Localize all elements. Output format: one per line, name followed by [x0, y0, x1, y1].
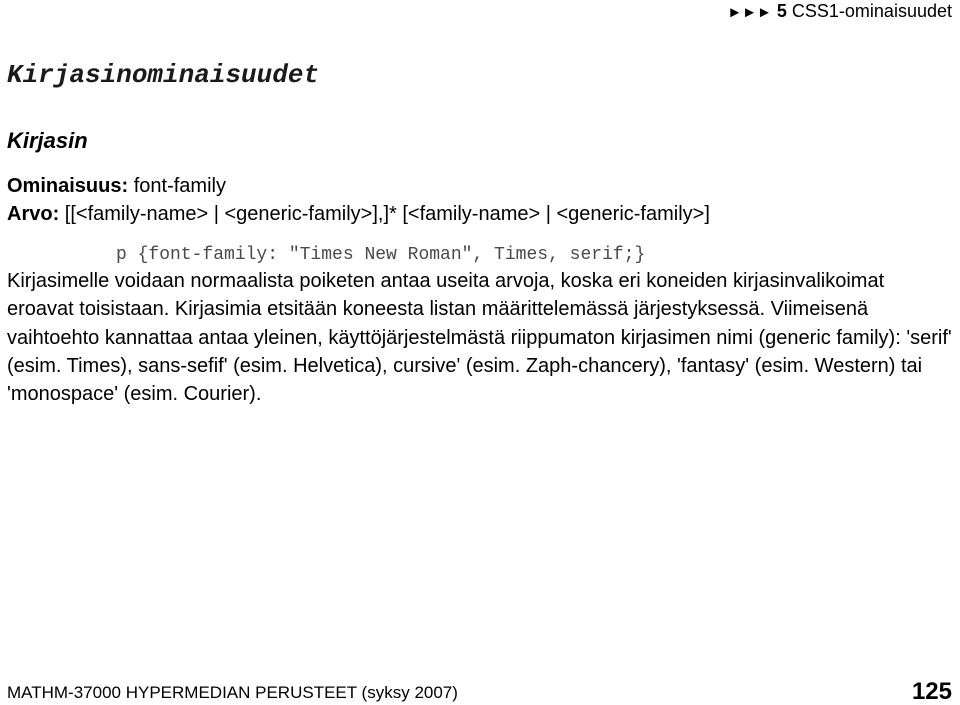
code-example: p {font-family: "Times New Roman", Times, serif;} — [116, 245, 646, 265]
property-value-label: Arvo: — [7, 203, 60, 225]
page-number: 125 — [911, 678, 952, 705]
property-value-line — [7, 201, 710, 227]
property-name-label: Ominaisuus: — [7, 175, 129, 197]
subsection-title: Kirjasin — [7, 128, 88, 153]
chapter-number: 5 — [776, 1, 787, 21]
chapter-header — [727, 0, 952, 24]
triple-arrow-icon: ►►► — [727, 4, 772, 21]
footer-course: MATHM-37000 HYPERMEDIAN PERUSTEET (syksy 2007) — [7, 683, 458, 702]
property-value-syntax: [[<family-name> | <generic-family>],]* [<family-name> | <generic-family>] — [64, 203, 710, 225]
section-title: Kirjasinominaisuudet — [7, 60, 320, 90]
chapter-title: CSS1-ominaisuudet — [791, 1, 952, 21]
property-name-value: font-family — [133, 175, 226, 197]
body-paragraph: Kirjasimelle voidaan normaalista poiketen antaa useita arvoja, koska eri koneiden kirjasinvalikoimat eroavat toisistaan. Kirjasimia etsitään koneesta listan määrittelemässä järjestyksessä. Viimeisenä vaihtoehto kannattaa antaa yleinen, käyttöjärjestelmästä riippumaton kirjasimen nimi (generic family): 'serif' (esim. Times), sans-sefif' (esim. Helvetica), cursive' (esim. Zaph-chancery), 'fantasy' (esim. Western) tai 'monospace' (esim. Courier). — [7, 270, 952, 406]
property-name-line — [7, 173, 226, 199]
